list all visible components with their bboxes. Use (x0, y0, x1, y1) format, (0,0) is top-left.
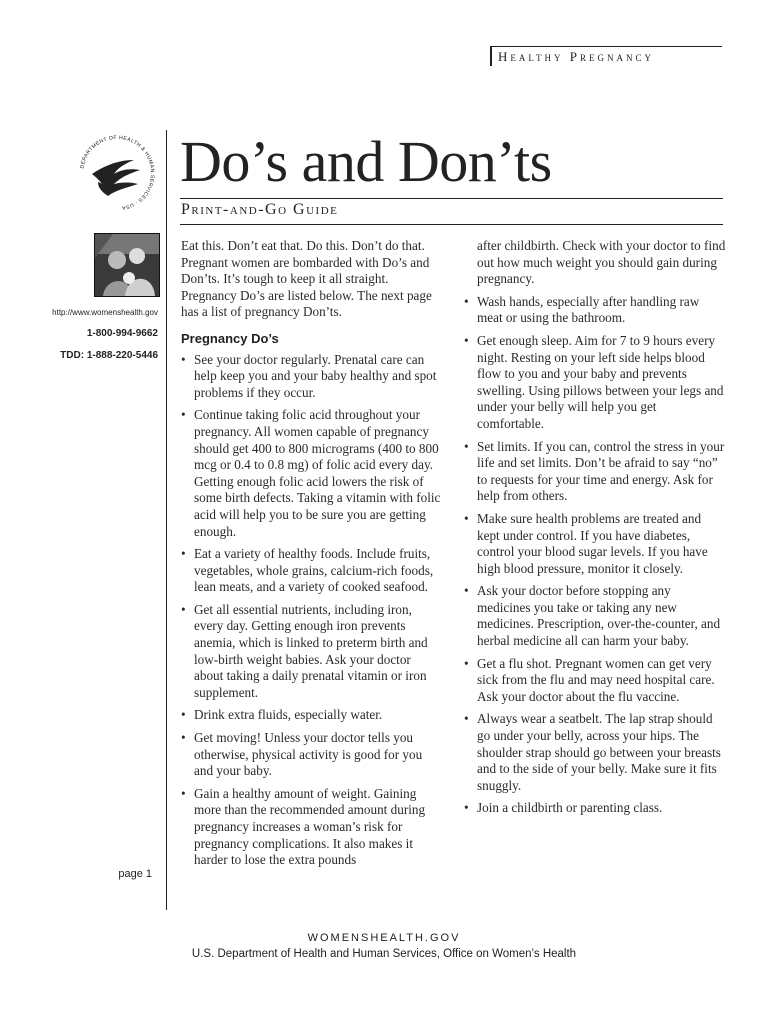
page-number: page 1 (118, 868, 152, 880)
list-item (464, 711, 726, 794)
phone-number: 1-800-994-9662 (86, 328, 158, 339)
list-item-text: Get a flu shot. Pregnant women can get very sick from the flu and may need hospital care. Ask your doctor about the flu vaccine. (477, 655, 715, 704)
list-item (464, 511, 726, 577)
column-divider (166, 130, 167, 910)
list-item-text: Set limits. If you can, control the stress in your life and set limits. Don’t be afraid to say “no” to requests for your time and energy. Ask for help from others. (477, 438, 725, 504)
list-item-text: Drink extra fluids, especially water. (194, 707, 383, 723)
list-item (464, 294, 726, 327)
bullet: • (181, 707, 186, 723)
list-item (464, 656, 726, 706)
list-item (181, 546, 443, 596)
bullet: • (464, 510, 469, 526)
list-item-text: Get enough sleep. Aim for 7 to 9 hours every night. Resting on your left side helps blood flow to you and your baby and prevents swelling. Using pillows between your legs and under your belly will help you get comfortable. (477, 332, 724, 431)
list-item (181, 352, 443, 402)
list-item (464, 333, 726, 433)
left-column (181, 238, 443, 875)
bullet: • (464, 332, 469, 348)
header-rule (490, 46, 722, 47)
list-item (464, 800, 726, 817)
footer-department: U.S. Department of Health and Human Services, Office on Women’s Health (191, 948, 577, 960)
list-item (181, 730, 443, 780)
header-title: Healthy Pregnancy (498, 49, 655, 64)
page-subtitle: Print-and-Go Guide (181, 201, 339, 218)
list-item-text: Make sure health problems are treated and kept under control. If you have diabetes, control your blood sugar levels. If you have high blood pressure, monitor it closely. (477, 510, 708, 576)
bullet: • (464, 655, 469, 671)
list-item-text: Always wear a seatbelt. The lap strap should go under your belly, across your hips. The shoulder strap should go between your breasts and to the side of your belly. Make sure it fits snuggly. (477, 711, 721, 793)
list-item-text: Get moving! Unless your doctor tells you otherwise, physical activity is good for you and your baby. (194, 730, 423, 779)
hhs-eagle-seal-icon (74, 130, 160, 216)
list-item (464, 583, 726, 649)
bullet: • (181, 785, 186, 801)
dos-list-right (464, 294, 726, 817)
bullet: • (464, 711, 469, 727)
list-item-text: Eat a variety of healthy foods. Include fruits, vegetables, whole grains, calcium-rich foods, lean meats, and a variety of cooked seafood. (194, 546, 434, 595)
footer-website[interactable]: WOMENSHEALTH.GOV (307, 932, 461, 944)
list-item (181, 407, 443, 540)
list-item (181, 707, 443, 724)
list-item (464, 439, 726, 505)
bullet: • (464, 438, 469, 454)
right-column (464, 238, 726, 823)
website-url[interactable]: http://www.womenshealth.gov (52, 308, 158, 317)
list-item (181, 786, 443, 869)
continued-text: after childbirth. Check with your doctor to find out how much weight you should gain during pregnancy. (477, 238, 726, 287)
section-heading-dos: Pregnancy Do’s (181, 330, 279, 346)
intro-paragraph: Eat this. Don’t eat that. Do this. Don’t do that. Pregnant women are bombarded with Do’s and Don’ts. It’s tough to keep it all straight. Pregnancy Do’s are listed below. The next page has a list of pregnancy Don’ts. (181, 238, 432, 320)
subtitle-rule (180, 224, 723, 225)
list-item-text: Wash hands, especially after handling raw meat or using the bathroom. (477, 293, 700, 326)
family-photo (94, 233, 160, 297)
bullet: • (181, 351, 186, 367)
page-title: Do’s and Don’ts (180, 129, 552, 194)
list-item-text: Get all essential nutrients, including iron, every day. Getting enough iron prevents anemia, which is linked to preterm birth and low-birth weight babies. Ask your doctor about taking a daily prenatal vitamin or iron supplement. (194, 601, 428, 700)
list-item-text: Continue taking folic acid throughout your pregnancy. All women capable of pregnancy should get 400 to 800 micrograms (400 to 800 mcg or 0.4 to 0.8 mg) of folic acid every day. Getting enough folic acid lowers the risk of some birth defects. Taking a vitamin with folic acid will help you to be sure you are getting enough. (194, 407, 441, 539)
header-tick (490, 46, 492, 66)
bullet: • (181, 407, 186, 423)
dos-list-left (181, 352, 443, 869)
svg-text:DEPARTMENT OF HEALTH & HUMAN S: DEPARTMENT OF HEALTH & HUMAN SERVICES · USA (79, 134, 156, 211)
bullet: • (464, 293, 469, 309)
list-item-text: Gain a healthy amount of weight. Gaining more than the recommended amount during pregnancy increases a woman’s risk for pregnancy complications. It also makes it harder to lose the extra pounds (194, 785, 426, 868)
bullet: • (181, 546, 186, 562)
list-item-text: Join a childbirth or parenting class. (477, 800, 663, 816)
bullet: • (464, 800, 469, 816)
bullet: • (464, 583, 469, 599)
title-rule (180, 198, 723, 199)
bullet: • (181, 730, 186, 746)
list-item-text: Ask your doctor before stopping any medicines you take or taking any new medicines. Prescription, over-the-counter, and herbal medicine all can harm your baby. (477, 583, 721, 649)
list-item-text: See your doctor regularly. Prenatal care can help keep you and your baby healthy and spot problems if they occur. (194, 351, 437, 400)
list-item (181, 602, 443, 702)
tdd-number: TDD: 1-888-220-5446 (60, 350, 158, 361)
bullet: • (181, 601, 186, 617)
